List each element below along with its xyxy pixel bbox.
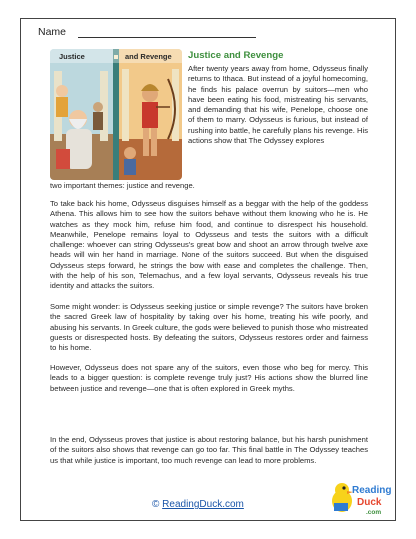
article-title: Justice and Revenge xyxy=(188,50,284,61)
footer-link[interactable] xyxy=(152,499,244,510)
readingduck-logo xyxy=(330,477,392,517)
name-field-line[interactable] xyxy=(78,37,256,38)
logo-suffix: .com xyxy=(366,509,382,516)
footer-link-text[interactable]: ReadingDuck.com xyxy=(162,499,244,510)
name-label: Name xyxy=(38,26,67,38)
copyright-symbol: © xyxy=(152,499,160,510)
paragraph-3: Some might wonder: is Odysseus seeking justice or simple revenge? The suitors have broken the sacred Greek law of hospitality by taking over his home, treating his wife poorly, and abusing his servants. In Greek culture, the gods were believed to punish those who mistreated guests or disrespected hosts. By defeating the suitors, Odysseus restores order and fairness to his home. xyxy=(50,302,368,353)
paragraph-1-tail: two important themes: justice and revenge. xyxy=(50,181,195,190)
illustration-odysseus xyxy=(50,49,182,180)
paragraph-2: To take back his home, Odysseus disguises himself as a beggar with the help of the goddess Athena. This allows him to see how the suitors behave without them knowing who he is. He watches as they mock him, refuse him food, and continue to disrespect his household. Meanwhile, Penelope remains loyal to Odysseus and tests the suitors with a difficult challenge: whoever can string Odysseus's great bow and shoot an arrow through twelve axe heads will win her hand in marriage. None of the suitors succeed. But when the disguised Odysseus steps forward, he strings the bow with ease and completes the challenge. Then, with the help of his son, Telemachus, and a few loyal servants, Odysseus reveals his true identity and attacks the suitors. xyxy=(50,199,368,291)
illustration-label-revenge: and Revenge xyxy=(125,52,172,61)
illustration-label-justice: Justice xyxy=(59,52,85,61)
paragraph-1: After twenty years away from home, Odysseus finally returns to Ithaca. But instead of a joyful homecoming, he finds his palace overrun by suitors—men who have been eating his food, mistreating his servants, and demanding that his wife, Penelope, choose one of them to marry. Odysseus is furious, but instead of rushing into battle, he carefully plans his revenge. His actions show that The Odyssey explores xyxy=(188,64,368,146)
paragraph-4: However, Odysseus does not spare any of the suitors, even those who beg for mercy. This leads to a bigger question: is complete revenge truly just? His actions show the blurred line between justice and revenge—one that is often explored in Greek myths. xyxy=(50,363,368,393)
paragraph-5: In the end, Odysseus proves that justice is about restoring balance, but his harsh punishment of the suitors also shows that revenge can go too far. This final battle in The Odyssey teaches us that while justice is important, too much revenge can lead to more problems. xyxy=(50,435,368,465)
logo-word-duck: Duck xyxy=(357,497,382,508)
logo-word-reading: Reading xyxy=(352,485,392,496)
